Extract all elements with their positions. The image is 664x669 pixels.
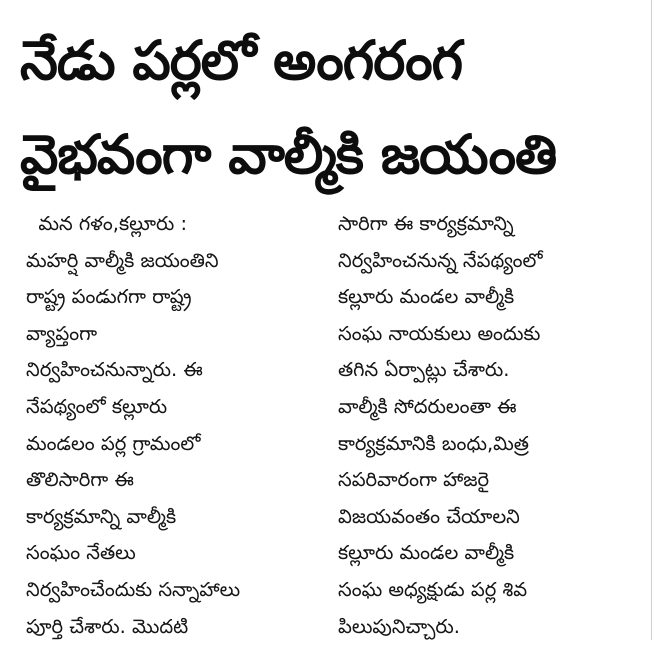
body-line: సారిగా ఈ కార్యక్రమాన్ని	[338, 212, 514, 235]
page-edge-line	[651, 0, 652, 640]
body-line: సంఘం నేతలు	[26, 541, 136, 565]
body-line: మహర్షి వాల్మీకి జయంతిని	[26, 248, 219, 272]
body-line: కార్యక్రమానికి బంధు,మిత్ర	[338, 431, 529, 455]
body-line: సపరివారంగా హాజరై	[338, 468, 490, 492]
body-line: సంఘ అధ్యక్షుడు పర్ల శివ	[338, 577, 528, 601]
headline-line-1: నేడు పర్లలో అంగరంగ	[20, 29, 463, 92]
body-line: కల్లూరు మండల వాల్మీకి	[338, 541, 515, 565]
body-line: మన గళం,కల్లూరు :	[26, 212, 188, 235]
body-line: విజయవంతం చేయాలని	[338, 504, 520, 528]
body-line: తొలిసారిగా ఈ	[26, 468, 134, 492]
body-line: నిర్వహించేందుకు సన్నాహాలు	[26, 577, 241, 601]
body-line: నిర్వహించనున్నారు. ఈ	[26, 358, 203, 382]
headline-line-2: వైభవంగా వాల్మీకి జయంతి	[20, 123, 557, 186]
headline	[20, 14, 650, 202]
body-line: పూర్తి చేశారు. మొదటి	[26, 614, 189, 638]
body-line: మండలం పర్ల గ్రామంలో	[26, 431, 201, 455]
body-line: సంఘ నాయకులు అందుకు	[338, 321, 541, 345]
body-line: రాష్ట్ర పండుగగా రాష్ట్ర	[26, 285, 192, 309]
body-line: కల్లూరు మండల వాల్మీకి	[338, 285, 515, 309]
body-line: తగిన ఏర్పాట్లు చేశారు.	[338, 358, 510, 382]
body-line: వ్యాప్తంగా	[26, 321, 98, 345]
article-column-left	[26, 206, 326, 645]
body-line: పిలుపునిచ్చారు.	[338, 614, 460, 638]
body-line: వాల్మీకి సోదరులంతా ఈ	[338, 394, 517, 418]
article-column-right	[338, 206, 638, 645]
body-line: నేపథ్యంలో కల్లూరు	[26, 394, 168, 418]
body-line: నిర్వహించనున్న నేపథ్యంలో	[338, 248, 543, 272]
body-line: కార్యక్రమాన్ని వాల్మీకి	[26, 504, 177, 528]
